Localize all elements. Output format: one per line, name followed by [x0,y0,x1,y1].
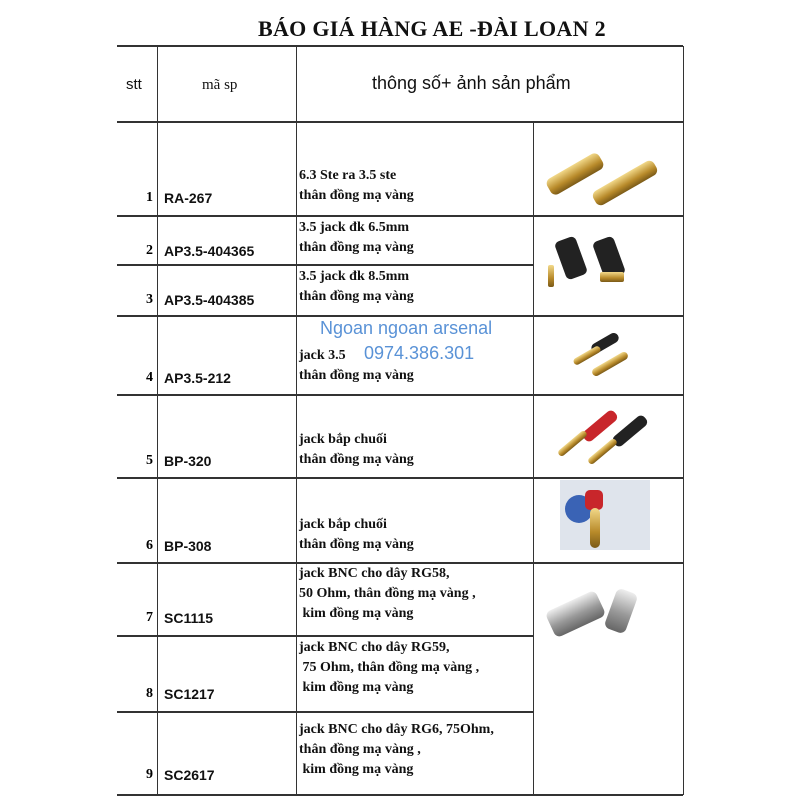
header-stt: stt [126,76,142,93]
row-stt: 7 [146,610,153,625]
divider [117,315,683,317]
row-stt: 8 [146,686,153,701]
divider [117,711,533,713]
divider [157,46,158,795]
row-code: RA-267 [164,190,213,206]
row-stt: 9 [146,767,153,782]
divider [117,264,533,266]
row-stt: 5 [146,453,153,468]
divider [117,121,683,123]
row-spec: 3.5 jack đk 6.5mm thân đồng mạ vàng [299,220,414,255]
row-code: BP-308 [164,538,212,554]
divider [117,635,533,637]
header-spec: thông số+ ảnh sản phẩm [372,73,571,93]
header-code: mã sp [202,77,238,93]
divider [117,477,683,479]
row-code: BP-320 [164,453,212,469]
divider [117,394,683,396]
row-code: SC2617 [164,767,215,783]
row-stt: 6 [146,538,153,553]
divider [533,122,534,795]
row-spec: jack BNC cho dây RG58, 50 Ohm, thân đồng mạ vàng , kim đồng mạ vàng [299,566,476,621]
row-code: SC1115 [164,610,214,626]
watermark-phone: 0974.386.301 [364,343,475,363]
row-stt: 3 [146,292,153,307]
row-spec: jack bắp chuối thân đồng mạ vàng [299,517,414,552]
row-spec: jack BNC cho dây RG6, 75Ohm, thân đồng mạ vàng , kim đồng mạ vàng [299,722,494,777]
divider [117,794,683,796]
row-spec: jack bắp chuối thân đồng mạ vàng [299,432,414,467]
row-spec: jack BNC cho dây RG59, 75 Ohm, thân đồng mạ vàng , kim đồng mạ vàng [299,640,480,695]
row-code: AP3.5-404365 [164,243,255,259]
watermark-name: Ngoan ngoan arsenal [320,318,493,338]
divider [296,46,297,795]
row-stt: 4 [146,370,153,385]
row-spec: jack 3.5 thân đồng mạ vàng [299,348,414,383]
divider [683,46,684,795]
row-spec: 3.5 jack đk 8.5mm thân đồng mạ vàng [299,269,414,304]
page-title: BÁO GIÁ HÀNG AE -ĐÀI LOAN 2 [258,16,606,41]
divider [117,45,683,47]
row-code: AP3.5-404385 [164,292,255,308]
row-code: SC1217 [164,686,215,702]
row-spec: 6.3 Ste ra 3.5 ste thân đồng mạ vàng [299,168,414,203]
row-code: AP3.5-212 [164,370,231,386]
divider [117,215,683,217]
row-stt: 2 [146,243,153,258]
row-stt: 1 [146,190,153,205]
